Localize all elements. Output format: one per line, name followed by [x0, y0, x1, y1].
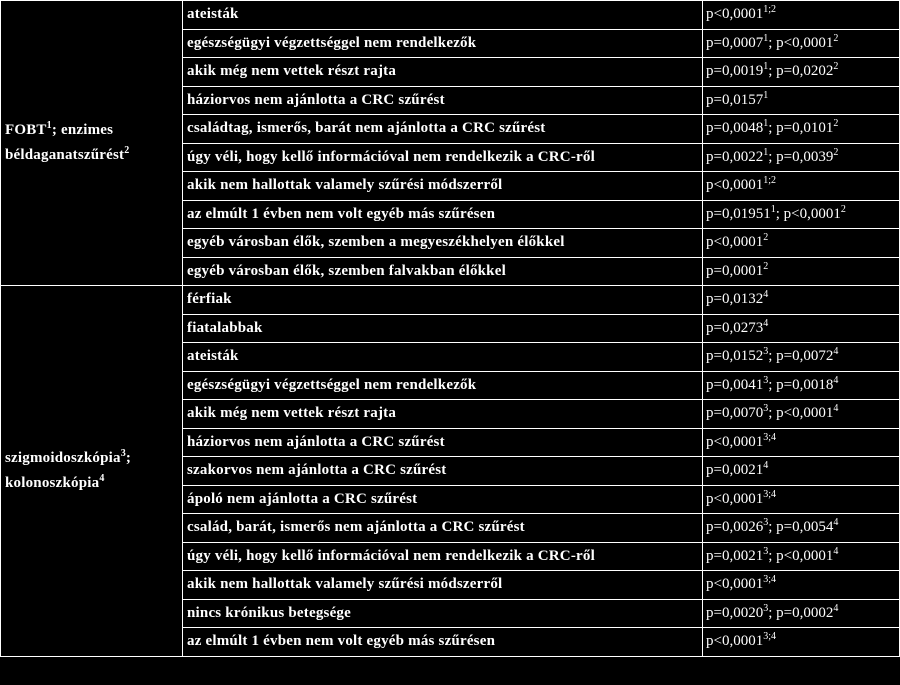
p-value-text: p=0,0157 — [706, 91, 764, 108]
footnote-marker: 2 — [833, 61, 839, 73]
criterion-cell: az elmúlt 1 évben nem volt egyéb más szűrésen — [183, 628, 703, 657]
p-value-cell — [703, 200, 900, 229]
criterion-cell: ápoló nem ajánlotta a CRC szűrést — [183, 485, 703, 514]
p-value-text: ; p=0,0202 — [768, 63, 834, 80]
group-label-text: ; enzimes béldaganatszűrést — [5, 122, 125, 163]
p-value-text: p=0,0041 — [706, 376, 764, 393]
p-value-text: ; p=0,0039 — [768, 148, 834, 165]
p-value-text: p=0,0048 — [706, 120, 764, 137]
p-value-text: p=0,0020 — [706, 604, 764, 621]
p-value-text: p<0,0001 — [706, 576, 764, 593]
footnote-marker: 3 — [763, 374, 769, 386]
footnote-marker: 2 — [833, 32, 839, 44]
p-value-cell — [703, 542, 900, 571]
p-value-text: p<0,0001 — [706, 490, 764, 507]
footnote-marker: 4 — [763, 289, 769, 301]
footnote-marker: 2 — [763, 232, 769, 244]
footnote-marker: 3 — [763, 403, 769, 415]
p-value-text: p=0,0273 — [706, 319, 764, 336]
criterion-cell: úgy véli, hogy kellő információval nem rendelkezik a CRC-ről — [183, 542, 703, 571]
criterion-cell: háziorvos nem ajánlotta a CRC szűrést — [183, 428, 703, 457]
p-value-cell — [703, 58, 900, 87]
group-label-cell — [1, 286, 183, 657]
table-body — [1, 1, 900, 657]
p-value-text: ; p=0,0018 — [768, 376, 834, 393]
p-value-cell — [703, 514, 900, 543]
p-value-text: p=0,0019 — [706, 63, 764, 80]
p-value-cell — [703, 343, 900, 372]
footnote-marker: 1 — [763, 61, 769, 73]
criterion-cell: család, barát, ismerős nem ajánlotta a CRC szűrést — [183, 514, 703, 543]
footnote-marker: 4 — [833, 403, 839, 415]
footnote-marker: 2 — [840, 203, 846, 215]
group-label-text: FOBT — [5, 122, 47, 138]
p-value-text: p=0,0021 — [706, 462, 764, 479]
criterion-cell: az elmúlt 1 évben nem volt egyéb más szűrésen — [183, 200, 703, 229]
p-value-cell — [703, 314, 900, 343]
p-value-cell — [703, 229, 900, 258]
p-value-cell — [703, 599, 900, 628]
p-value-text: p<0,0001 — [706, 433, 764, 450]
footnote-marker: 4 — [763, 317, 769, 329]
footnote-marker: 4 — [763, 460, 769, 472]
criterion-cell: egyéb városban élők, szemben a megyeszékhelyen élőkkel — [183, 229, 703, 258]
p-value-cell — [703, 428, 900, 457]
table-row — [1, 1, 900, 30]
footnote-marker: 4 — [99, 472, 105, 484]
criterion-cell: ateisták — [183, 343, 703, 372]
p-value-text: p=0,0022 — [706, 148, 764, 165]
footnote-marker: 4 — [833, 346, 839, 358]
footnote-marker: 4 — [833, 545, 839, 557]
group-label-text: szigmoidoszkópia — [5, 449, 121, 466]
footnote-marker: 3;4 — [763, 574, 776, 586]
p-value-cell — [703, 143, 900, 172]
p-value-text: p=0,0021 — [706, 547, 764, 564]
criterion-cell: úgy véli, hogy kellő információval nem rendelkezik a CRC-ről — [183, 143, 703, 172]
p-value-cell — [703, 172, 900, 201]
criterion-cell: családtag, ismerős, barát nem ajánlotta a CRC szűrést — [183, 115, 703, 144]
criterion-cell: férfiak — [183, 286, 703, 315]
footnote-marker: 2 — [763, 260, 769, 272]
p-value-text: ; p=0,0072 — [768, 348, 834, 365]
footnote-marker: 1;2 — [763, 4, 776, 16]
p-value-text: ; p=0,0101 — [768, 120, 834, 137]
p-value-text: p<0,0001 — [706, 6, 764, 23]
footnote-marker: 3 — [763, 517, 769, 529]
p-value-text: p<0,0001 — [706, 234, 764, 251]
p-value-text: p=0,01951 — [706, 205, 771, 222]
p-value-cell — [703, 400, 900, 429]
criterion-cell: egyéb városban élők, szemben falvakban élőkkel — [183, 257, 703, 286]
p-value-text: p=0,0070 — [706, 405, 764, 422]
footnote-marker: 3;4 — [763, 431, 776, 443]
p-value-cell — [703, 29, 900, 58]
p-value-cell — [703, 371, 900, 400]
footnote-marker: 3 — [120, 447, 126, 459]
p-value-text: ; p<0,0001 — [768, 405, 834, 422]
p-value-cell — [703, 115, 900, 144]
footnote-marker: 2 — [833, 118, 839, 130]
criterion-cell: egészségügyi végzettséggel nem rendelkezők — [183, 371, 703, 400]
footnote-marker: 3 — [763, 602, 769, 614]
p-value-text: p=0,0026 — [706, 519, 764, 536]
p-value-text: p=0,0152 — [706, 348, 764, 365]
p-value-text: p<0,0001 — [706, 177, 764, 194]
group-label-cell — [1, 1, 183, 286]
p-value-text: p=0,0001 — [706, 262, 764, 279]
footnote-marker: 3;4 — [763, 631, 776, 643]
criterion-cell: fiatalabbak — [183, 314, 703, 343]
group-label-text: ; kolonoszkópia — [5, 449, 132, 491]
criterion-cell: ateisták — [183, 1, 703, 30]
p-value-cell — [703, 86, 900, 115]
footnote-marker: 4 — [833, 602, 839, 614]
p-value-cell — [703, 1, 900, 30]
footnote-marker: 1 — [770, 203, 776, 215]
footnote-marker: 1 — [763, 32, 769, 44]
footnote-marker: 2 — [833, 146, 839, 158]
table-row — [1, 286, 900, 315]
footnote-marker: 1;2 — [763, 175, 776, 187]
criterion-cell: akik nem hallottak valamely szűrési módszerről — [183, 571, 703, 600]
criterion-cell: akik még nem vettek részt rajta — [183, 400, 703, 429]
footnote-marker: 2 — [124, 145, 130, 156]
p-value-text: ; p=0,0002 — [768, 604, 834, 621]
p-value-cell — [703, 628, 900, 657]
criterion-cell: nincs krónikus betegsége — [183, 599, 703, 628]
footnote-marker: 3;4 — [763, 488, 776, 500]
footnote-marker: 3 — [763, 346, 769, 358]
p-value-cell — [703, 286, 900, 315]
footnote-marker: 3 — [763, 545, 769, 557]
footnote-marker: 1 — [763, 89, 769, 101]
criterion-cell: egészségügyi végzettséggel nem rendelkezők — [183, 29, 703, 58]
p-value-text: p=0,0132 — [706, 291, 764, 308]
p-value-cell — [703, 485, 900, 514]
p-value-text: p=0,0007 — [706, 34, 764, 51]
p-value-text: ; p<0,0001 — [768, 34, 834, 51]
criterion-cell: szakorvos nem ajánlotta a CRC szűrést — [183, 457, 703, 486]
criterion-cell: akik nem hallottak valamely szűrési módszerről — [183, 172, 703, 201]
footnote-marker: 1 — [763, 118, 769, 130]
p-value-cell — [703, 571, 900, 600]
footnote-marker: 4 — [833, 517, 839, 529]
p-value-text: ; p=0,0054 — [768, 519, 834, 536]
criterion-cell: akik még nem vettek részt rajta — [183, 58, 703, 87]
p-value-cell — [703, 257, 900, 286]
criterion-cell: háziorvos nem ajánlotta a CRC szűrést — [183, 86, 703, 115]
footnote-marker: 1 — [46, 120, 52, 131]
p-value-cell — [703, 457, 900, 486]
footnote-marker: 1 — [763, 146, 769, 158]
footnote-marker: 4 — [833, 374, 839, 386]
p-value-text: p<0,0001 — [706, 633, 764, 650]
p-value-text: ; p<0,0001 — [775, 205, 841, 222]
p-value-text: ; p<0,0001 — [768, 547, 834, 564]
